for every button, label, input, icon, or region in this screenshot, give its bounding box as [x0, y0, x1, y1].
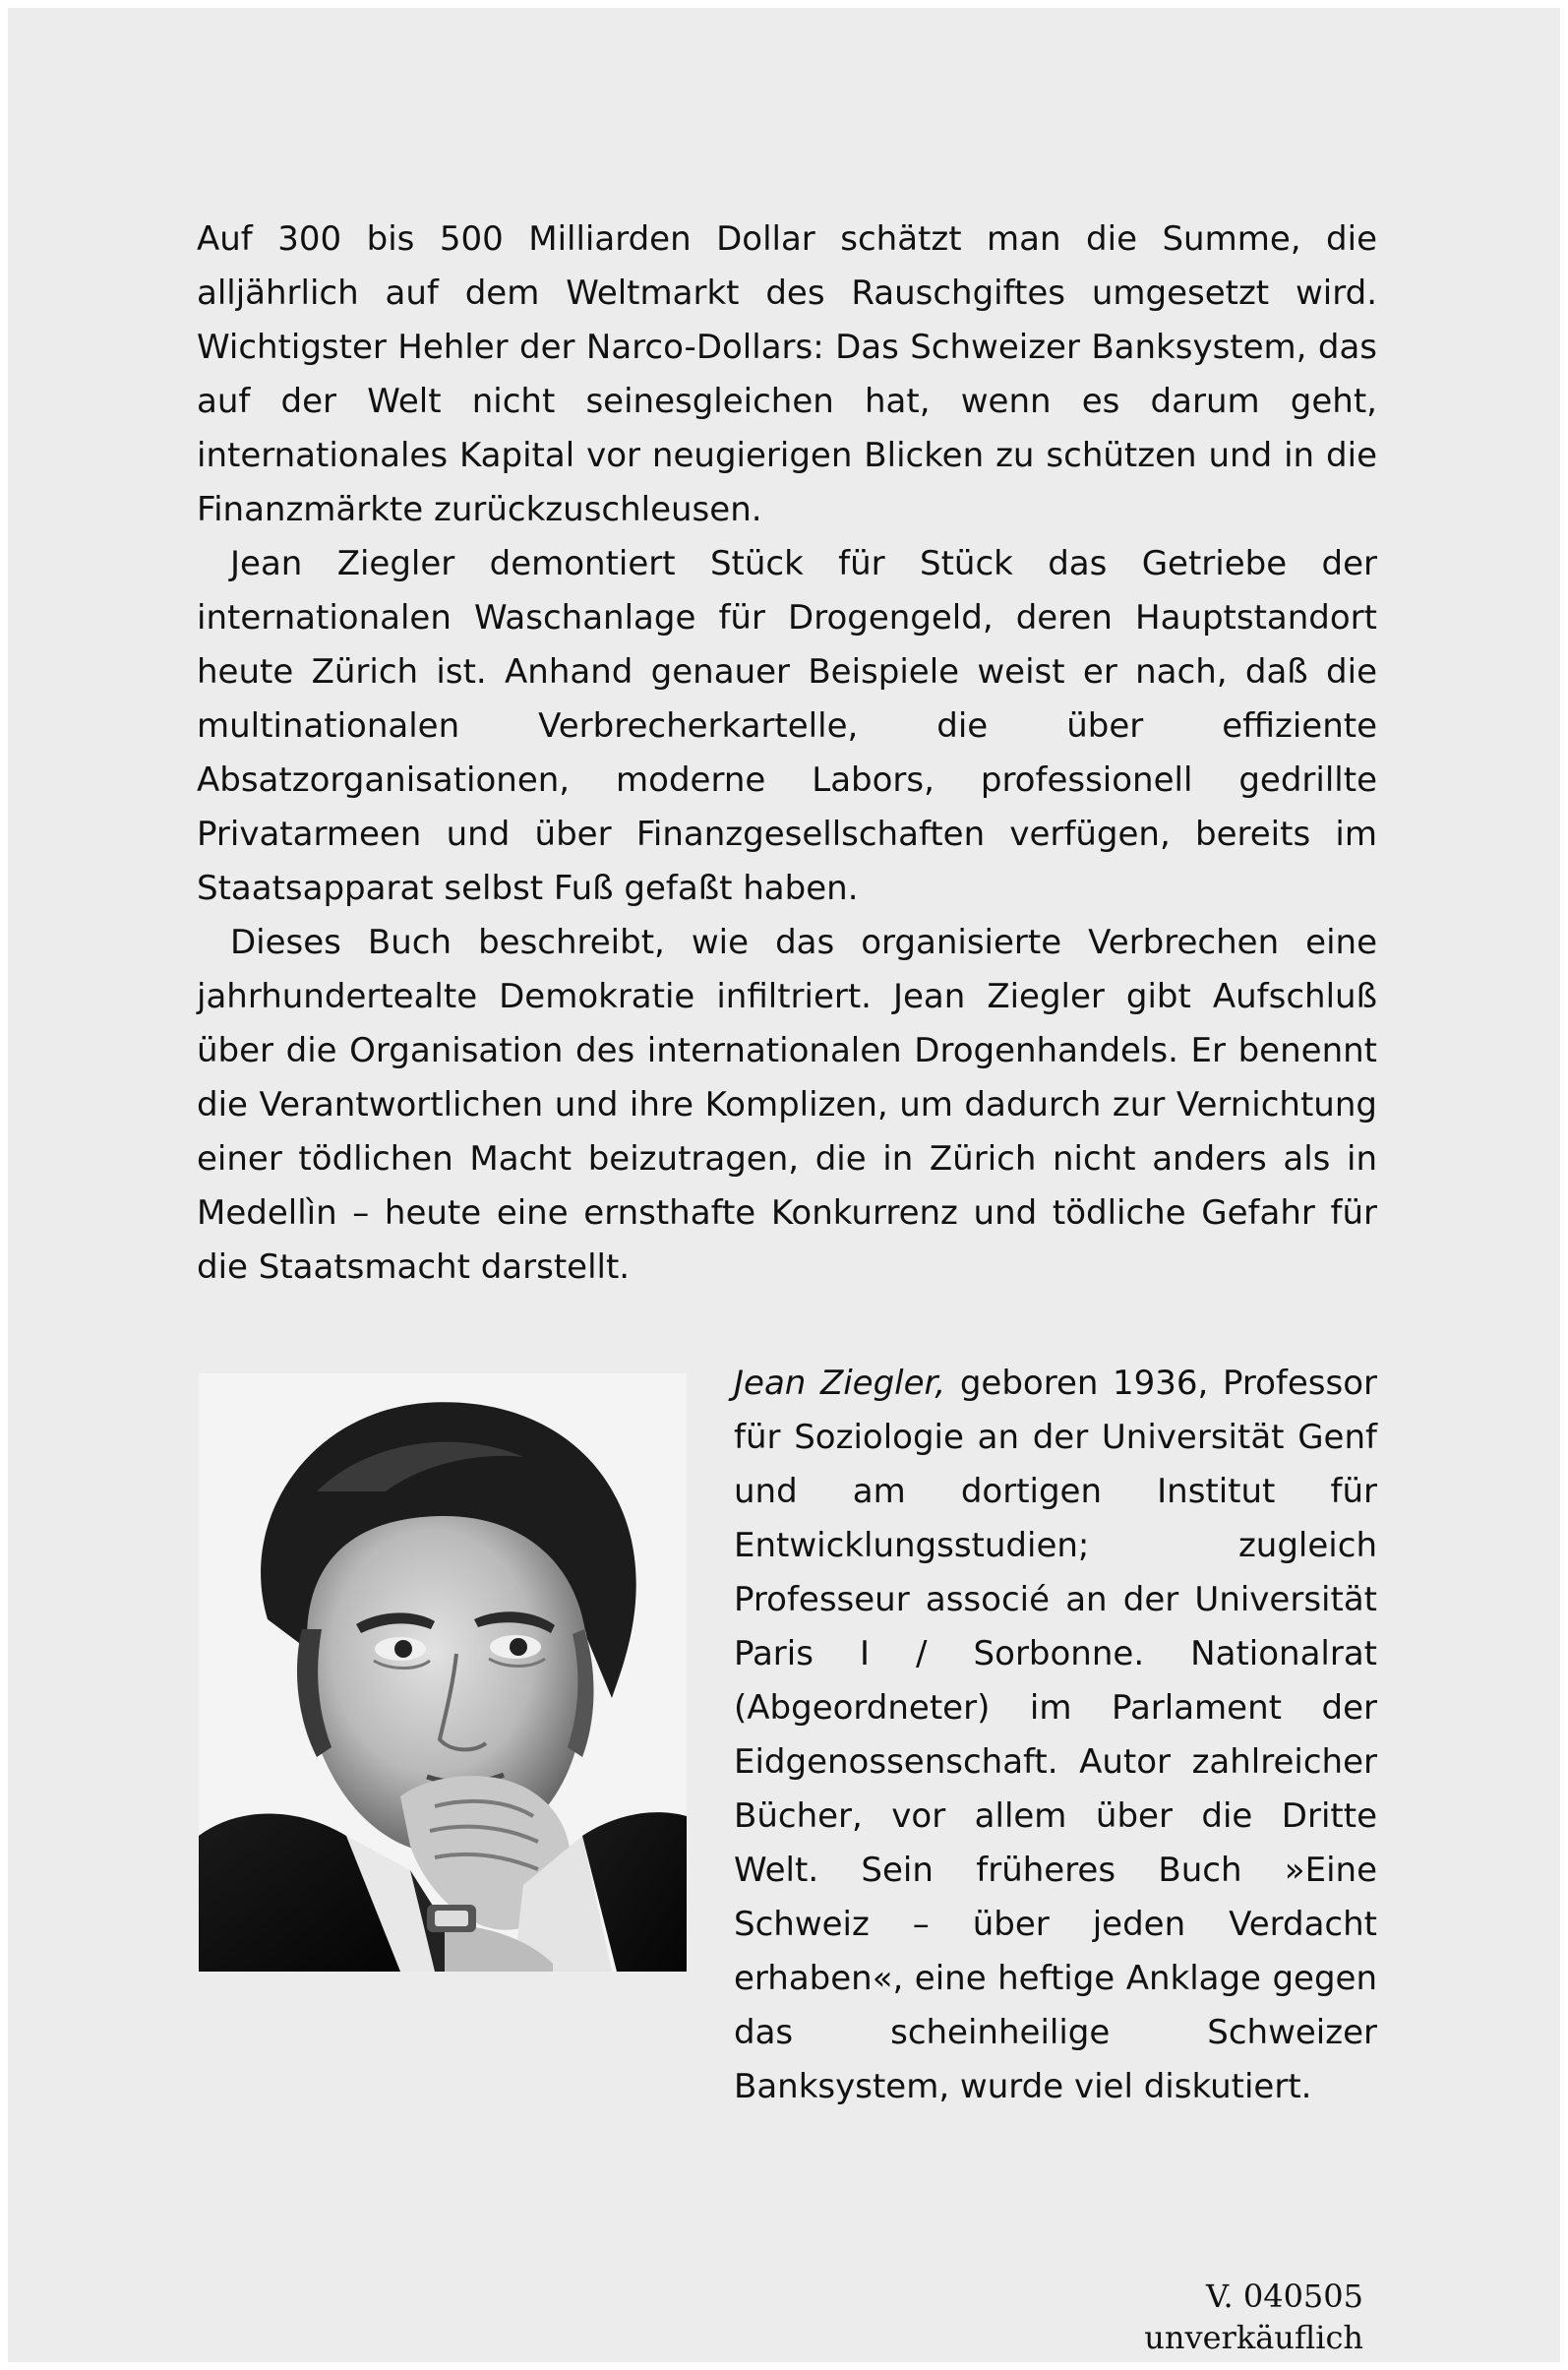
edition-code: V. 040505 [1205, 2278, 1363, 2315]
blurb-text [197, 213, 1377, 1295]
blurb-paragraph-1: Auf 300 bis 500 Milliarden Dollar schätzt man die Summe, die alljährlich auf dem Weltmarkt des Rauschgiftes umgesetzt wird. Wichtigster Hehler der Narco-Dollars: Das Schweizer Banksystem, das auf der Welt nicht seinesgleichen hat, wenn es darum geht, internationales Kapital vor neugierigen Blicken zu schützen und in die Finanzmärkte zurückzuschleusen. [197, 219, 1377, 529]
author-portrait-photo [199, 1373, 687, 1972]
author-portrait-icon [199, 1373, 687, 1972]
author-name: Jean Ziegler, [734, 1364, 946, 1403]
author-bio-text: geboren 1936, Professor für Soziologie an der Universität Genf und am dortigen Institut für Entwicklungsstudien; zugleich Professeur associé an der Universität Paris I / Sorbonne. Nationalrat (Abgeordneter) im Parlament der Eidgenossenschaft. Autor zahlreicher Bücher, vor allem über die Dritte Welt. Sein früheres Buch »Eine Schweiz – über jeden Verdacht erhaben«, eine heftige Anklage gegen das scheinheilige Schweizer Banksystem, wurde viel diskutiert. [734, 1364, 1378, 2106]
blurb-paragraph-2: Jean Ziegler demontiert Stück für Stück das Getriebe der internationalen Waschanlage für Drogengeld, deren Hauptstandort heute Zürich ist. Anhand genauer Beispiele weist er nach, daß die multinationalen Verbrecherkartelle, die über effiziente Absatzorganisationen, moderne Labors, professionell gedrillte Privatarmeen und über Finanzgesellschaften verfügen, bereits im Staatsapparat selbst Fuß gefaßt haben. [197, 544, 1377, 908]
author-bio [734, 1357, 1377, 2114]
back-cover [8, 8, 1560, 2362]
blurb-paragraph-3: Dieses Buch beschreibt, wie das organisierte Verbrechen eine jahrhundertealte Demokratie infiltriert. Jean Ziegler gibt Aufschluß über die Organisation des internationalen Drogenhandels. Er benennt die Verantwortlichen und ihre Komplizen, um dadurch zur Vernichtung einer tödlichen Macht beizutragen, die in Zürich nicht anders als in Medellìn – heute eine ernsthafte Konkurrenz und tödliche Gefahr für die Staatsmacht darstellt. [197, 923, 1377, 1287]
footer-imprint [1144, 2276, 1363, 2358]
not-for-sale-note: unverkäuflich [1144, 2319, 1363, 2356]
